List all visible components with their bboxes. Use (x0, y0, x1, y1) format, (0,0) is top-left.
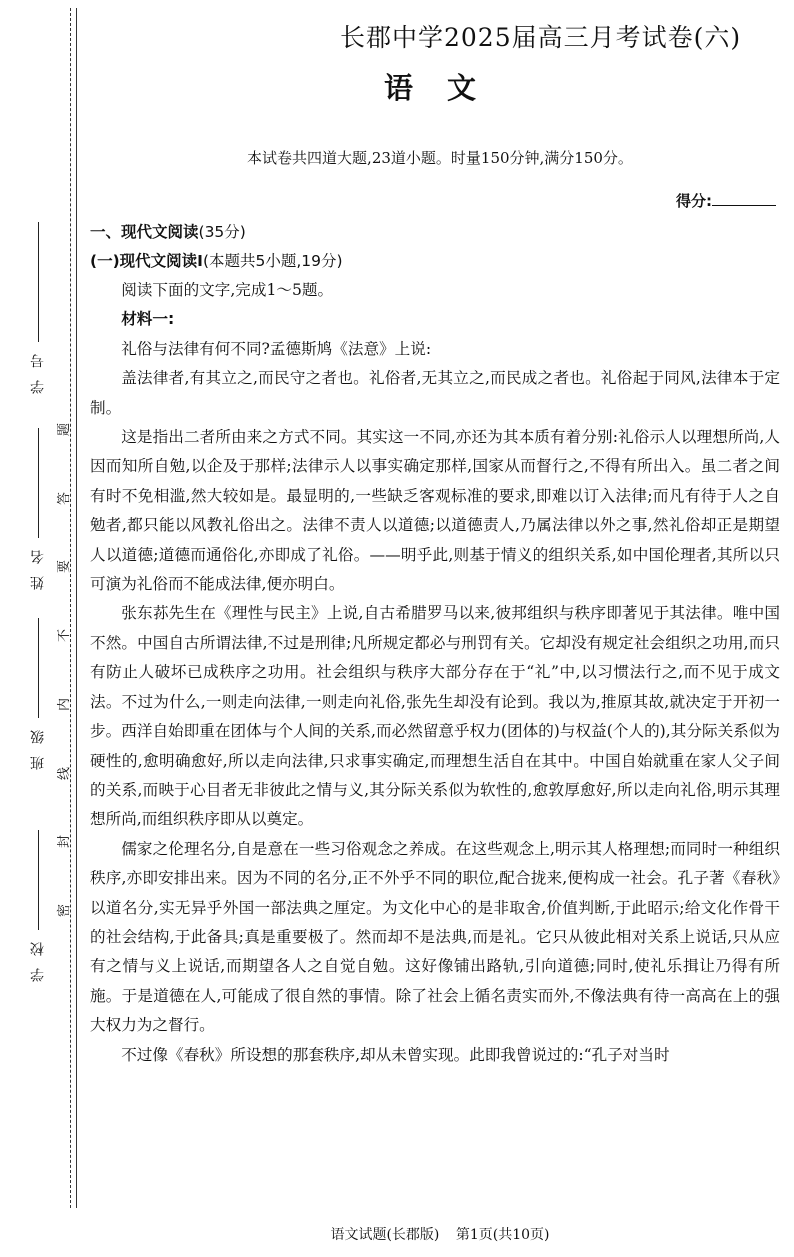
exam-instructions: 本试卷共四道大题,23道小题。时量150分钟,满分150分。 (247, 149, 633, 167)
score-box (676, 190, 776, 211)
reading-instruction: 阅读下面的文字,完成1～5题。 (121, 281, 334, 299)
field-label: 学号 (30, 342, 46, 394)
seal-char: 要 (57, 560, 73, 574)
subject-title: 语文 (384, 71, 511, 105)
reading-section (90, 218, 780, 1070)
field-underline (38, 618, 39, 718)
paragraph: 这是指出二者所由来之方式不同。其实这一不同,亦还为其本质有着分别:礼俗示人以理想所尚,人因而知所自勉,以企及于那样;法律示人以事实确定那样,国家从而督行之,不得有所出入。虽二者之间有时不免相滥,然大较如是。最显明的,一些缺乏客观标准的要求,即难以订入法律;而凡有待于人之自勉者,都只能以风教礼俗出之。法律不责人以道德;以道德责人,乃属法律以外之事,然礼俗却正是期望人以道德;道德而通俗化,亦即成了礼俗。——明乎此,则基于情义的组织关系,如中国伦理者,其所以只可演为礼俗而不能成法律,便亦明白。 (90, 428, 780, 594)
score-label: 得分: (676, 192, 712, 210)
footer-subject: 语文试题(长郡版) (330, 1227, 440, 1243)
seal-char: 封 (57, 835, 73, 849)
class-field[interactable] (28, 618, 48, 770)
paragraph: 礼俗与法律有何不同?孟德斯鸠《法意》上说: (121, 339, 432, 358)
section-points: (35分) (198, 223, 246, 241)
seal-char: 不 (57, 629, 73, 643)
paragraph: 张东荪先生在《理性与民主》上说,自古希腊罗马以来,彼邦组织与秩序即著见于其法律。唯中国不然。中国自古所谓法律,不过是刑律;凡所规定都必与刑罚有关。它却没有规定社会组织之功用,而只有防止人破坏已成秩序之功用。社会组织与秩序大部分存在于“礼”中,以习惯法行之,而不见于成文法。不过为什么,一则走向法律,一则走向礼俗,张先生却没有论到。我以为,推原其故,就决定于开初一步。西洋自始即重在团体与个人间的关系,而必然留意乎权力(团体的)与权益(个人的),其分际关系似为硬性的,愈明确愈好,所以走向法律,只求事实确定,而理想生活自在其中。中国自始就重在家人父子间的关系,而映于心目者无非彼此之情与义,其分际关系似为软性的,愈敦厚愈好,所以走向礼俗,明示其理想所尚,而组织秩序即从以奠定。 (90, 604, 780, 829)
field-underline (38, 830, 39, 930)
seal-char: 线 (57, 766, 73, 780)
field-label: 学校 (30, 930, 46, 982)
paragraph: 儒家之伦理名分,自是意在一些习俗观念之养成。在这些观念上,明示其人格理想;而同时一种组织秩序,亦即安排出来。因为不同的名分,正不外乎不同的职位,配合拢来,便构成一社会。孔子著《春秋》以道名分,实无异乎外国一部法典之厘定。为文化中心的是非取舍,价值判断,于此昭示;给文化作骨干的社会结构,于此备具;真是重要极了。然而却不是法典,而是礼。它只从彼此相对关系上说话,只从应有之情与义上说话,而期望各人之自觉自勉。这好像铺出路轨,引向道德;同时,使礼乐揖让乃得有所施。于是道德在人,可能成了很自然的事情。除了社会上循名责实而外,不像法典有待一高高在上的强大权力为之督行。 (90, 839, 780, 1035)
seal-char: 答 (57, 491, 73, 505)
field-underline (38, 222, 39, 342)
paragraph: 不过像《春秋》所设想的那套秩序,却从未曾实现。此即我曾说过的:“孔子对当时 (121, 1045, 670, 1064)
page-footer (0, 1224, 794, 1244)
field-label: 姓名 (30, 538, 46, 590)
subsection-heading (90, 247, 780, 276)
material-label: 材料一: (121, 310, 175, 329)
score-blank[interactable] (712, 191, 776, 206)
binding-solid-line (76, 8, 77, 1208)
field-underline (38, 428, 39, 538)
footer-page: 第1页(共10页) (455, 1227, 550, 1243)
subsection-points: (本题共5小题,19分) (202, 252, 343, 270)
section-title: 一、现代文阅读 (90, 223, 199, 241)
name-field[interactable] (28, 428, 48, 590)
section-heading (90, 218, 780, 247)
field-label: 班级 (30, 718, 46, 770)
school-field[interactable] (28, 830, 48, 982)
exam-title: 长郡中学2025届高三月考试卷(六) (340, 23, 742, 52)
subsection-title: (一)现代文阅读Ⅰ (90, 252, 203, 270)
seal-line-notice (54, 420, 72, 920)
student-number-field[interactable] (28, 222, 48, 394)
paragraph: 盖法律者,有其立之,而民守之者也。礼俗者,无其立之,而民成之者也。礼俗起于同风,法律本于定制。 (90, 369, 780, 417)
seal-char: 题 (57, 422, 73, 437)
seal-char: 内 (57, 697, 73, 711)
seal-char: 密 (57, 903, 73, 917)
